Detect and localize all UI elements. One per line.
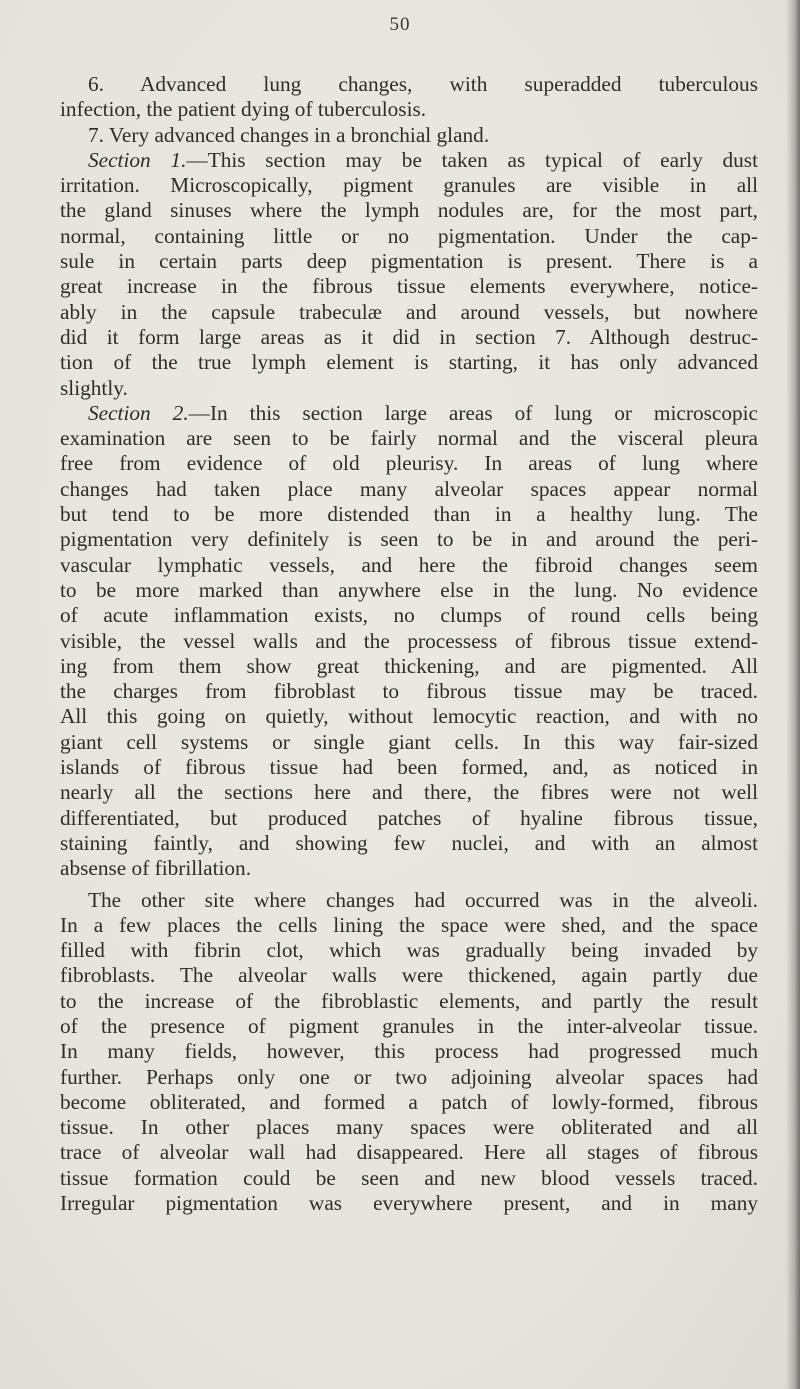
section-2-line: to be more marked than anywhere else in the lung. No evidence — [60, 577, 758, 602]
para-other-site-line: In a few places the cells lining the space were shed, and the space — [60, 912, 758, 937]
section-2-line: of acute inflammation exists, no clumps of round cells being — [60, 603, 758, 628]
section-1-line: ably in the capsule trabeculæ and around vessels, but nowhere — [60, 299, 758, 324]
item-6-line-2: infection, the patient dying of tuberculosis. — [60, 97, 427, 122]
section-2-first-line — [60, 401, 758, 426]
section-1-line: great increase in the fibrous tissue elements everywhere, notice- — [60, 274, 758, 299]
section-2-line: nearly all the sections here and there, the fibres were not well — [60, 780, 758, 805]
section-1-heading: Section 1. — [88, 147, 187, 172]
section-2-line: absense of fibrillation. — [60, 856, 252, 881]
section-2-line: vascular lymphatic vessels, and here the fibroid changes seem — [60, 552, 758, 577]
section-2-line: but tend to be more distended than in a healthy lung. The — [60, 502, 758, 527]
section-2-line: examination are seen to be fairly normal and the visceral pleura — [60, 426, 758, 451]
section-2-line: pigmentation very definitely is seen to be in and around the peri- — [60, 527, 758, 552]
para-other-site-line: to the increase of the fibroblastic elements, and partly the result — [60, 988, 758, 1013]
section-1-line: irritation. Microscopically, pigment granules are visible in all — [60, 173, 758, 198]
item-6-line-1: 6. Advanced lung changes, with superadded tuberculous — [88, 72, 758, 96]
section-1-line: slightly. — [60, 375, 128, 400]
section-2-line: giant cell systems or single giant cells. In this way fair-sized — [60, 729, 758, 754]
section-2-line: visible, the vessel walls and the processess of fibrous tissue extend- — [60, 628, 758, 653]
section-1-line: sule in certain parts deep pigmentation is present. There is a — [60, 249, 758, 274]
para-other-site-line: trace of alveolar wall had disappeared. Here all stages of fibrous — [60, 1140, 758, 1165]
section-2-line: free from evidence of old pleurisy. In areas of lung where — [60, 451, 758, 476]
para-other-site-line: In many fields, however, this process had progressed much — [60, 1039, 758, 1064]
section-2-line: ing from them show great thickening, and are pigmented. All — [60, 653, 758, 678]
para-other-site-line: fibroblasts. The alveolar walls were thickened, again partly due — [60, 963, 758, 988]
section-1-first-line — [60, 148, 758, 173]
para-other-site-line: become obliterated, and formed a patch of lowly-formed, fibrous — [60, 1089, 758, 1114]
section-1-line: the gland sinuses where the lymph nodules are, for the most part, — [60, 198, 758, 223]
body-text — [60, 72, 758, 1216]
section-2-line: islands of fibrous tissue had been formed, and, as noticed in — [60, 755, 758, 780]
item-7-line-1: 7. Very advanced changes in a bronchial gland. — [88, 122, 490, 147]
para-other-site-line: The other site where changes had occurred was in the alveoli. — [88, 887, 758, 912]
para-other-site-line: further. Perhaps only one or two adjoining alveolar spaces had — [60, 1064, 758, 1089]
section-1-first-line-text: —This section may be taken as typical of early dust — [186, 147, 758, 172]
section-2-first-line-text: —In this section large areas of lung or microscopic — [188, 400, 759, 425]
section-1-line: did it form large areas as it did in section 7. Although destruc- — [60, 324, 758, 349]
para-other-site-line: of the presence of pigment granules in the inter-alveolar tissue. — [60, 1013, 758, 1038]
para-other-site-line: tissue. In other places many spaces were obliterated and all — [60, 1115, 758, 1140]
section-2-line: staining faintly, and showing few nuclei, and with an almost — [60, 830, 758, 855]
para-other-site-line: Irregular pigmentation was everywhere present, and in many — [60, 1191, 758, 1216]
section-1-line: normal, containing little or no pigmentation. Under the cap- — [60, 223, 758, 248]
page-edge-shadow — [786, 0, 800, 1389]
section-2-line: differentiated, but produced patches of hyaline fibrous tissue, — [60, 805, 758, 830]
section-2-line: All this going on quietly, without lemocytic reaction, and with no — [60, 704, 758, 729]
section-2-line: changes had taken place many alveolar spaces appear normal — [60, 476, 758, 501]
para-other-site-line: filled with fibrin clot, which was gradually being invaded by — [60, 938, 758, 963]
section-1-line: tion of the true lymph element is starting, it has only advanced — [60, 350, 758, 375]
section-2-line: the charges from fibroblast to fibrous tissue may be traced. — [60, 679, 758, 704]
para-other-site-line: tissue formation could be seen and new blood vessels traced. — [60, 1165, 758, 1190]
section-2-heading: Section 2. — [88, 400, 189, 425]
page-number: 50 — [389, 14, 411, 35]
